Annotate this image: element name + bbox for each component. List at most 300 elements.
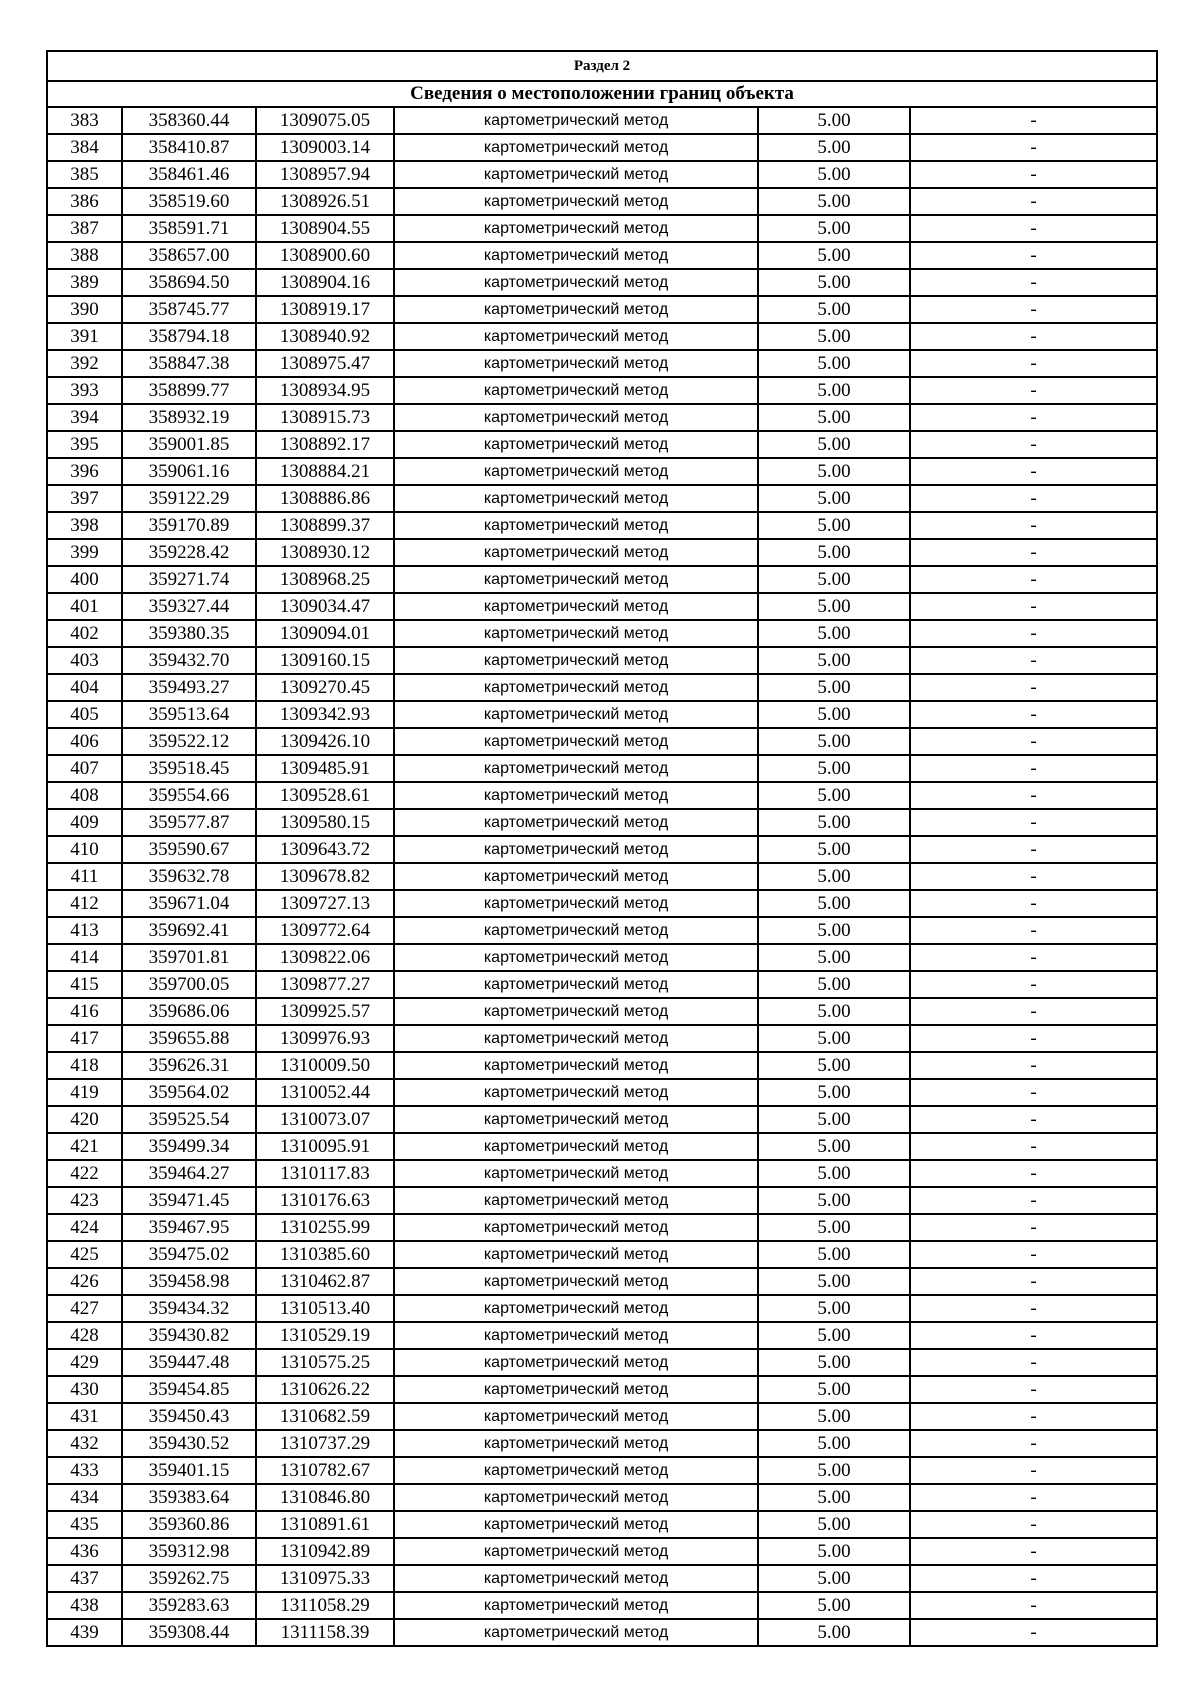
accuracy-cell: 5.00 [758, 188, 910, 215]
description-cell: - [910, 134, 1157, 161]
table-row [47, 728, 1157, 755]
y-coordinate-cell: 1309822.06 [256, 944, 394, 971]
table-row [47, 701, 1157, 728]
x-coordinate-cell: 359525.54 [122, 1106, 256, 1133]
accuracy-cell: 5.00 [758, 1376, 910, 1403]
y-coordinate-cell: 1309003.14 [256, 134, 394, 161]
accuracy-cell: 5.00 [758, 377, 910, 404]
accuracy-cell: 5.00 [758, 863, 910, 890]
y-coordinate-cell: 1309426.10 [256, 728, 394, 755]
x-coordinate-cell: 358410.87 [122, 134, 256, 161]
y-coordinate-cell: 1309270.45 [256, 674, 394, 701]
point-number-cell: 402 [47, 620, 122, 647]
accuracy-cell: 5.00 [758, 1457, 910, 1484]
x-coordinate-cell: 359458.98 [122, 1268, 256, 1295]
method-cell: картометрический метод [394, 107, 758, 134]
description-cell: - [910, 323, 1157, 350]
x-coordinate-cell: 359454.85 [122, 1376, 256, 1403]
method-cell: картометрический метод [394, 1133, 758, 1160]
description-cell: - [910, 1565, 1157, 1592]
y-coordinate-cell: 1308886.86 [256, 485, 394, 512]
y-coordinate-cell: 1309485.91 [256, 755, 394, 782]
section-header-row [47, 51, 1157, 81]
table-row [47, 1133, 1157, 1160]
description-cell: - [910, 836, 1157, 863]
x-coordinate-cell: 359590.67 [122, 836, 256, 863]
point-number-cell: 410 [47, 836, 122, 863]
point-number-cell: 416 [47, 998, 122, 1025]
x-coordinate-cell: 359701.81 [122, 944, 256, 971]
description-cell: - [910, 269, 1157, 296]
point-number-cell: 420 [47, 1106, 122, 1133]
method-cell: картометрический метод [394, 1268, 758, 1295]
point-number-cell: 427 [47, 1295, 122, 1322]
point-number-cell: 417 [47, 1025, 122, 1052]
x-coordinate-cell: 358899.77 [122, 377, 256, 404]
accuracy-cell: 5.00 [758, 1430, 910, 1457]
method-cell: картометрический метод [394, 1484, 758, 1511]
x-coordinate-cell: 359327.44 [122, 593, 256, 620]
table-row [47, 215, 1157, 242]
y-coordinate-cell: 1309075.05 [256, 107, 394, 134]
description-cell: - [910, 647, 1157, 674]
table-row [47, 620, 1157, 647]
description-cell: - [910, 566, 1157, 593]
description-cell: - [910, 593, 1157, 620]
y-coordinate-cell: 1309877.27 [256, 971, 394, 998]
accuracy-cell: 5.00 [758, 944, 910, 971]
y-coordinate-cell: 1310529.19 [256, 1322, 394, 1349]
x-coordinate-cell: 359271.74 [122, 566, 256, 593]
description-cell: - [910, 1403, 1157, 1430]
point-number-cell: 408 [47, 782, 122, 809]
method-cell: картометрический метод [394, 1592, 758, 1619]
y-coordinate-cell: 1308975.47 [256, 350, 394, 377]
accuracy-cell: 5.00 [758, 1187, 910, 1214]
x-coordinate-cell: 358461.46 [122, 161, 256, 188]
accuracy-cell: 5.00 [758, 1133, 910, 1160]
description-cell: - [910, 161, 1157, 188]
description-cell: - [910, 917, 1157, 944]
description-cell: - [910, 1241, 1157, 1268]
method-cell: картометрический метод [394, 836, 758, 863]
description-cell: - [910, 1025, 1157, 1052]
x-coordinate-cell: 359122.29 [122, 485, 256, 512]
table-row [47, 458, 1157, 485]
point-number-cell: 429 [47, 1349, 122, 1376]
accuracy-cell: 5.00 [758, 539, 910, 566]
table-row [47, 512, 1157, 539]
description-cell: - [910, 1268, 1157, 1295]
y-coordinate-cell: 1310737.29 [256, 1430, 394, 1457]
point-number-cell: 409 [47, 809, 122, 836]
point-number-cell: 438 [47, 1592, 122, 1619]
method-cell: картометрический метод [394, 377, 758, 404]
x-coordinate-cell: 359447.48 [122, 1349, 256, 1376]
y-coordinate-cell: 1308934.95 [256, 377, 394, 404]
method-cell: картометрический метод [394, 701, 758, 728]
method-cell: картометрический метод [394, 215, 758, 242]
y-coordinate-cell: 1309925.57 [256, 998, 394, 1025]
y-coordinate-cell: 1310052.44 [256, 1079, 394, 1106]
accuracy-cell: 5.00 [758, 1160, 910, 1187]
description-cell: - [910, 458, 1157, 485]
table-row [47, 1214, 1157, 1241]
accuracy-cell: 5.00 [758, 161, 910, 188]
x-coordinate-cell: 359001.85 [122, 431, 256, 458]
method-cell: картометрический метод [394, 566, 758, 593]
y-coordinate-cell: 1310846.80 [256, 1484, 394, 1511]
description-cell: - [910, 1538, 1157, 1565]
x-coordinate-cell: 359471.45 [122, 1187, 256, 1214]
description-cell: - [910, 755, 1157, 782]
y-coordinate-cell: 1308899.37 [256, 512, 394, 539]
point-number-cell: 389 [47, 269, 122, 296]
method-cell: картометрический метод [394, 782, 758, 809]
table-row [47, 188, 1157, 215]
method-cell: картометрический метод [394, 134, 758, 161]
accuracy-cell: 5.00 [758, 1241, 910, 1268]
accuracy-cell: 5.00 [758, 701, 910, 728]
point-number-cell: 403 [47, 647, 122, 674]
description-cell: - [910, 1511, 1157, 1538]
method-cell: картометрический метод [394, 1187, 758, 1214]
table-row [47, 566, 1157, 593]
x-coordinate-cell: 359671.04 [122, 890, 256, 917]
method-cell: картометрический метод [394, 1349, 758, 1376]
table-row [47, 1619, 1157, 1646]
point-number-cell: 398 [47, 512, 122, 539]
description-cell: - [910, 728, 1157, 755]
x-coordinate-cell: 359283.63 [122, 1592, 256, 1619]
accuracy-cell: 5.00 [758, 593, 910, 620]
y-coordinate-cell: 1308919.17 [256, 296, 394, 323]
accuracy-cell: 5.00 [758, 1214, 910, 1241]
x-coordinate-cell: 358591.71 [122, 215, 256, 242]
method-cell: картометрический метод [394, 863, 758, 890]
method-cell: картометрический метод [394, 161, 758, 188]
x-coordinate-cell: 359499.34 [122, 1133, 256, 1160]
accuracy-cell: 5.00 [758, 404, 910, 431]
method-cell: картометрический метод [394, 1430, 758, 1457]
method-cell: картометрический метод [394, 242, 758, 269]
y-coordinate-cell: 1308957.94 [256, 161, 394, 188]
point-number-cell: 439 [47, 1619, 122, 1646]
point-number-cell: 405 [47, 701, 122, 728]
table-row [47, 1052, 1157, 1079]
point-number-cell: 395 [47, 431, 122, 458]
method-cell: картометрический метод [394, 350, 758, 377]
description-cell: - [910, 1187, 1157, 1214]
x-coordinate-cell: 359312.98 [122, 1538, 256, 1565]
table-row [47, 134, 1157, 161]
accuracy-cell: 5.00 [758, 1511, 910, 1538]
method-cell: картометрический метод [394, 1538, 758, 1565]
x-coordinate-cell: 359655.88 [122, 1025, 256, 1052]
x-coordinate-cell: 359467.95 [122, 1214, 256, 1241]
accuracy-cell: 5.00 [758, 782, 910, 809]
table-row [47, 782, 1157, 809]
table-row [47, 755, 1157, 782]
method-cell: картометрический метод [394, 998, 758, 1025]
boundary-coordinates-table [46, 50, 1158, 1647]
table-row [47, 836, 1157, 863]
description-cell: - [910, 890, 1157, 917]
accuracy-cell: 5.00 [758, 485, 910, 512]
table-row [47, 1079, 1157, 1106]
table-row [47, 863, 1157, 890]
y-coordinate-cell: 1309160.15 [256, 647, 394, 674]
description-cell: - [910, 1322, 1157, 1349]
description-cell: - [910, 1295, 1157, 1322]
method-cell: картометрический метод [394, 674, 758, 701]
point-number-cell: 433 [47, 1457, 122, 1484]
method-cell: картометрический метод [394, 1565, 758, 1592]
table-row [47, 1511, 1157, 1538]
x-coordinate-cell: 359360.86 [122, 1511, 256, 1538]
point-number-cell: 415 [47, 971, 122, 998]
accuracy-cell: 5.00 [758, 1295, 910, 1322]
description-cell: - [910, 1160, 1157, 1187]
accuracy-cell: 5.00 [758, 1565, 910, 1592]
method-cell: картометрический метод [394, 404, 758, 431]
accuracy-cell: 5.00 [758, 323, 910, 350]
x-coordinate-cell: 359061.16 [122, 458, 256, 485]
method-cell: картометрический метод [394, 323, 758, 350]
x-coordinate-cell: 359434.32 [122, 1295, 256, 1322]
y-coordinate-cell: 1310575.25 [256, 1349, 394, 1376]
point-number-cell: 423 [47, 1187, 122, 1214]
method-cell: картометрический метод [394, 1079, 758, 1106]
accuracy-cell: 5.00 [758, 1592, 910, 1619]
y-coordinate-cell: 1308926.51 [256, 188, 394, 215]
x-coordinate-cell: 359577.87 [122, 809, 256, 836]
y-coordinate-cell: 1309034.47 [256, 593, 394, 620]
y-coordinate-cell: 1309342.93 [256, 701, 394, 728]
table-row [47, 998, 1157, 1025]
y-coordinate-cell: 1308930.12 [256, 539, 394, 566]
x-coordinate-cell: 359554.66 [122, 782, 256, 809]
point-number-cell: 384 [47, 134, 122, 161]
accuracy-cell: 5.00 [758, 512, 910, 539]
x-coordinate-cell: 359228.42 [122, 539, 256, 566]
y-coordinate-cell: 1309678.82 [256, 863, 394, 890]
method-cell: картометрический метод [394, 539, 758, 566]
description-cell: - [910, 485, 1157, 512]
method-cell: картометрический метод [394, 944, 758, 971]
description-cell: - [910, 1430, 1157, 1457]
description-cell: - [910, 674, 1157, 701]
accuracy-cell: 5.00 [758, 134, 910, 161]
description-cell: - [910, 1133, 1157, 1160]
x-coordinate-cell: 359493.27 [122, 674, 256, 701]
x-coordinate-cell: 359308.44 [122, 1619, 256, 1646]
x-coordinate-cell: 359430.82 [122, 1322, 256, 1349]
point-number-cell: 387 [47, 215, 122, 242]
y-coordinate-cell: 1309580.15 [256, 809, 394, 836]
table-row [47, 107, 1157, 134]
point-number-cell: 412 [47, 890, 122, 917]
x-coordinate-cell: 359430.52 [122, 1430, 256, 1457]
description-cell: - [910, 998, 1157, 1025]
accuracy-cell: 5.00 [758, 971, 910, 998]
accuracy-cell: 5.00 [758, 107, 910, 134]
method-cell: картометрический метод [394, 1295, 758, 1322]
y-coordinate-cell: 1310255.99 [256, 1214, 394, 1241]
table-row [47, 1025, 1157, 1052]
point-number-cell: 399 [47, 539, 122, 566]
description-cell: - [910, 701, 1157, 728]
point-number-cell: 434 [47, 1484, 122, 1511]
method-cell: картометрический метод [394, 1160, 758, 1187]
method-cell: картометрический метод [394, 1241, 758, 1268]
accuracy-cell: 5.00 [758, 1484, 910, 1511]
accuracy-cell: 5.00 [758, 809, 910, 836]
method-cell: картометрический метод [394, 809, 758, 836]
x-coordinate-cell: 359522.12 [122, 728, 256, 755]
method-cell: картометрический метод [394, 593, 758, 620]
y-coordinate-cell: 1308904.16 [256, 269, 394, 296]
y-coordinate-cell: 1308915.73 [256, 404, 394, 431]
accuracy-cell: 5.00 [758, 890, 910, 917]
method-cell: картометрический метод [394, 1619, 758, 1646]
table-row [47, 674, 1157, 701]
accuracy-cell: 5.00 [758, 674, 910, 701]
accuracy-cell: 5.00 [758, 458, 910, 485]
y-coordinate-cell: 1308968.25 [256, 566, 394, 593]
method-cell: картометрический метод [394, 1511, 758, 1538]
y-coordinate-cell: 1310782.67 [256, 1457, 394, 1484]
table-row [47, 1322, 1157, 1349]
point-number-cell: 411 [47, 863, 122, 890]
description-cell: - [910, 350, 1157, 377]
description-cell: - [910, 809, 1157, 836]
table-row [47, 1295, 1157, 1322]
x-coordinate-cell: 359262.75 [122, 1565, 256, 1592]
y-coordinate-cell: 1309094.01 [256, 620, 394, 647]
x-coordinate-cell: 358360.44 [122, 107, 256, 134]
point-number-cell: 386 [47, 188, 122, 215]
accuracy-cell: 5.00 [758, 1079, 910, 1106]
description-cell: - [910, 242, 1157, 269]
point-number-cell: 392 [47, 350, 122, 377]
table-row [47, 971, 1157, 998]
description-cell: - [910, 1079, 1157, 1106]
description-cell: - [910, 377, 1157, 404]
accuracy-cell: 5.00 [758, 350, 910, 377]
table-row [47, 323, 1157, 350]
point-number-cell: 422 [47, 1160, 122, 1187]
table-row [47, 944, 1157, 971]
x-coordinate-cell: 359401.15 [122, 1457, 256, 1484]
method-cell: картометрический метод [394, 971, 758, 998]
table-row [47, 539, 1157, 566]
y-coordinate-cell: 1308940.92 [256, 323, 394, 350]
accuracy-cell: 5.00 [758, 1349, 910, 1376]
x-coordinate-cell: 359513.64 [122, 701, 256, 728]
y-coordinate-cell: 1310891.61 [256, 1511, 394, 1538]
title-row [47, 81, 1157, 107]
point-number-cell: 436 [47, 1538, 122, 1565]
accuracy-cell: 5.00 [758, 1106, 910, 1133]
point-number-cell: 404 [47, 674, 122, 701]
table-title: Сведения о местоположении границ объекта [47, 81, 1157, 107]
description-cell: - [910, 1349, 1157, 1376]
y-coordinate-cell: 1309643.72 [256, 836, 394, 863]
x-coordinate-cell: 359464.27 [122, 1160, 256, 1187]
x-coordinate-cell: 359450.43 [122, 1403, 256, 1430]
table-row [47, 1592, 1157, 1619]
table-row [47, 161, 1157, 188]
y-coordinate-cell: 1310513.40 [256, 1295, 394, 1322]
point-number-cell: 432 [47, 1430, 122, 1457]
description-cell: - [910, 971, 1157, 998]
table-row [47, 1565, 1157, 1592]
accuracy-cell: 5.00 [758, 566, 910, 593]
table-row [47, 647, 1157, 674]
y-coordinate-cell: 1310073.07 [256, 1106, 394, 1133]
y-coordinate-cell: 1310626.22 [256, 1376, 394, 1403]
table-row [47, 242, 1157, 269]
accuracy-cell: 5.00 [758, 431, 910, 458]
y-coordinate-cell: 1310942.89 [256, 1538, 394, 1565]
table-row [47, 593, 1157, 620]
accuracy-cell: 5.00 [758, 1403, 910, 1430]
table-row [47, 1241, 1157, 1268]
point-number-cell: 431 [47, 1403, 122, 1430]
y-coordinate-cell: 1310385.60 [256, 1241, 394, 1268]
y-coordinate-cell: 1308900.60 [256, 242, 394, 269]
description-cell: - [910, 1052, 1157, 1079]
table-row [47, 1403, 1157, 1430]
y-coordinate-cell: 1309772.64 [256, 917, 394, 944]
point-number-cell: 426 [47, 1268, 122, 1295]
description-cell: - [910, 215, 1157, 242]
point-number-cell: 390 [47, 296, 122, 323]
accuracy-cell: 5.00 [758, 836, 910, 863]
accuracy-cell: 5.00 [758, 1025, 910, 1052]
accuracy-cell: 5.00 [758, 620, 910, 647]
point-number-cell: 388 [47, 242, 122, 269]
point-number-cell: 407 [47, 755, 122, 782]
accuracy-cell: 5.00 [758, 1268, 910, 1295]
accuracy-cell: 5.00 [758, 296, 910, 323]
x-coordinate-cell: 359686.06 [122, 998, 256, 1025]
table-row [47, 1430, 1157, 1457]
x-coordinate-cell: 359626.31 [122, 1052, 256, 1079]
x-coordinate-cell: 358745.77 [122, 296, 256, 323]
table-row [47, 404, 1157, 431]
method-cell: картометрический метод [394, 188, 758, 215]
method-cell: картометрический метод [394, 1106, 758, 1133]
point-number-cell: 430 [47, 1376, 122, 1403]
method-cell: картометрический метод [394, 728, 758, 755]
method-cell: картометрический метод [394, 1457, 758, 1484]
point-number-cell: 437 [47, 1565, 122, 1592]
method-cell: картометрический метод [394, 890, 758, 917]
y-coordinate-cell: 1310682.59 [256, 1403, 394, 1430]
table-row [47, 485, 1157, 512]
accuracy-cell: 5.00 [758, 269, 910, 296]
y-coordinate-cell: 1311058.29 [256, 1592, 394, 1619]
table-row [47, 431, 1157, 458]
point-number-cell: 435 [47, 1511, 122, 1538]
point-number-cell: 391 [47, 323, 122, 350]
method-cell: картометрический метод [394, 1025, 758, 1052]
method-cell: картометрический метод [394, 755, 758, 782]
x-coordinate-cell: 359632.78 [122, 863, 256, 890]
x-coordinate-cell: 358694.50 [122, 269, 256, 296]
